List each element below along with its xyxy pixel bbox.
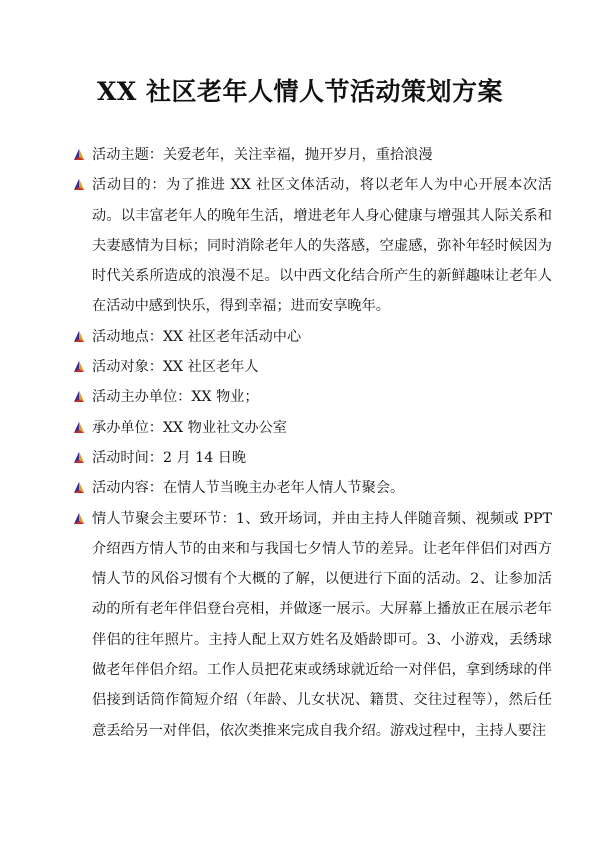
list-item <box>70 413 552 443</box>
page-title: XX 社区老年人情人节活动策划方案 <box>97 77 503 106</box>
list-item <box>70 170 552 321</box>
list-item <box>70 322 552 352</box>
fleur-bullet-icon <box>72 512 86 526</box>
bullet-list <box>70 140 552 746</box>
list-item-text: 活动内容：在情人节当晚主办老年人情人节聚会。 <box>92 480 405 497</box>
fleur-bullet-icon <box>72 148 86 162</box>
list-item-text: 活动主办单位：XX 物业； <box>92 389 259 406</box>
list-item <box>70 504 552 746</box>
list-item-text: 活动时间：2 月 14 日晚 <box>92 449 247 466</box>
list-item-text: 活动主题：关爱老年，关注幸福，抛开岁月，重拾浪漫 <box>92 147 433 163</box>
fleur-bullet-icon <box>72 451 86 465</box>
list-item-text: 活动对象：XX 社区老年人 <box>92 359 259 376</box>
list-item <box>70 473 552 503</box>
list-item <box>70 352 552 382</box>
list-item <box>70 382 552 412</box>
list-item-text: 情人节聚会主要环节：1、致开场词，并由主持人伴随音频、视频或 PPT 介绍西方情人节的由来和与我国七夕情人节的差异。让老年伴侣们对西方情人节的风俗习惯有个大概的了解，以便进行下面的活动。2、让参加活动的所有老年伴侣登台亮相，并做逐一展示。大屏幕上播放正在展示老年伴侣的往年照片。主持人配上双方姓名及婚龄即可。3、小游戏，丢绣球做老年伴侣介绍。工作人员把花束或绣球就近给一对伴侣，拿到绣球的伴侣接到话筒作简短介绍（年龄、儿女状况、籍贯、交往过程等），然后任意丢给另一对伴侣，依次类推来完成自我介绍。游戏过程中，主持人要注 <box>92 510 552 739</box>
fleur-bullet-icon <box>72 481 86 495</box>
fleur-bullet-icon <box>72 360 86 374</box>
list-item <box>70 140 552 170</box>
fleur-bullet-icon <box>72 390 86 404</box>
list-item-text: 承办单位：XX 物业社文办公室 <box>92 419 287 436</box>
fleur-bullet-icon <box>72 330 86 344</box>
fleur-bullet-icon <box>72 178 86 192</box>
fleur-bullet-icon <box>72 421 86 435</box>
list-item-text: 活动目的：为了推进 XX 社区文体活动，将以老年人为中心开展本次活动。以丰富老年人的晚年生活，增进老年人身心健康与增强其人际关系和夫妻感情为目标；同时消除老年人的失落感，空虚感，弥补年轻时候因为时代关系所造成的浪漫不足。以中西文化结合所产生的新鲜趣味让老年人在活动中感到快乐，得到幸福；进而安享晚年。 <box>92 177 552 315</box>
list-item-text: 活动地点：XX 社区老年活动中心 <box>92 328 302 345</box>
list-item <box>70 443 552 473</box>
